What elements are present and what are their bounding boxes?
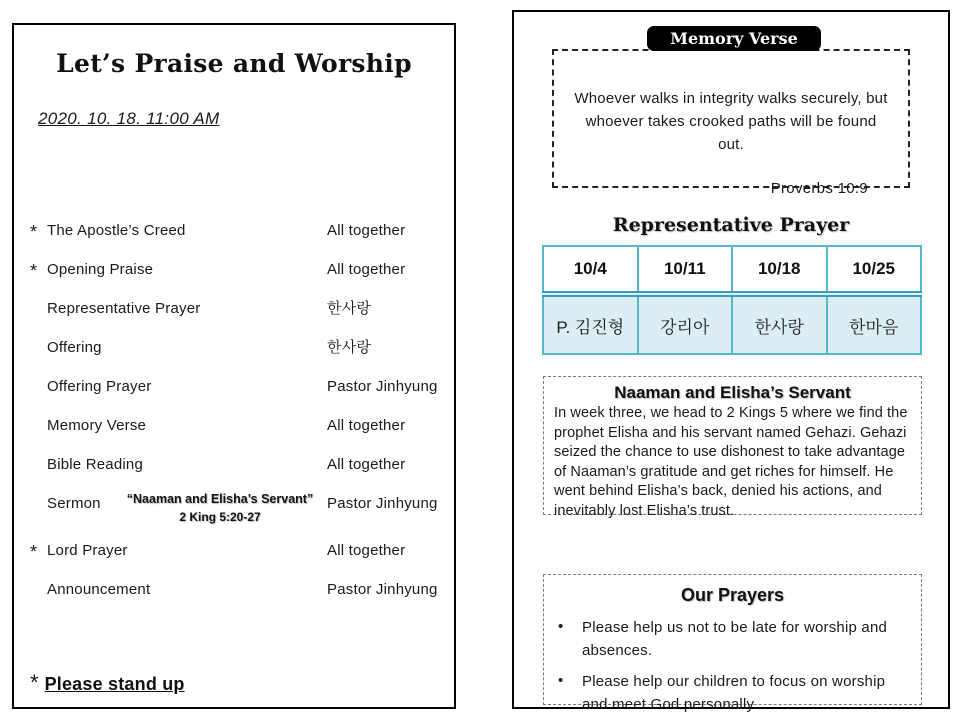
memory-verse-text: Whoever walks in integrity walks securely, but whoever takes crooked paths will be found out. — [574, 90, 888, 153]
representative-prayer-table — [542, 245, 922, 355]
our-prayers-title: Our Prayers — [680, 585, 785, 605]
program-row — [30, 541, 442, 580]
memory-verse-reference: Proverbs 10:9 — [770, 180, 868, 197]
program-row — [30, 580, 442, 619]
program-list — [30, 221, 442, 619]
announcements-page — [512, 10, 950, 713]
sermon-title: “Naaman and Elisha’s Servant” — [126, 492, 314, 506]
program-row — [30, 416, 442, 455]
representative-prayer-title: Representative Prayer — [612, 214, 850, 236]
program-item-by: All together — [327, 456, 406, 473]
name-cell: 강리아 — [638, 294, 733, 354]
stand-up-text: Please stand up — [44, 673, 185, 694]
program-row — [30, 455, 442, 494]
program-item-label: Offering — [47, 339, 102, 356]
program-row — [30, 299, 442, 338]
stand-up-footnote — [30, 671, 185, 697]
date-cell: 10/4 — [543, 246, 638, 294]
table-header-row — [543, 246, 921, 294]
date-cell: 10/18 — [732, 246, 827, 294]
program-row-sermon — [30, 494, 442, 541]
memory-verse-header: Memory Verse — [647, 26, 821, 51]
program-item-by: 한사랑 — [327, 300, 372, 317]
program-item-by: Pastor Jinhyung — [327, 581, 438, 598]
program-row — [30, 260, 442, 299]
date-cell: 10/25 — [827, 246, 922, 294]
sermon-summary-box — [543, 376, 922, 519]
stand-star: * — [30, 542, 38, 562]
program-item-label: The Apostle’s Creed — [47, 222, 186, 239]
program-item-label: Lord Prayer — [47, 542, 128, 559]
sermon-summary-title: Naaman and Elisha’s Servant — [614, 383, 851, 402]
program-item-label: Offering Prayer — [47, 378, 152, 395]
prayer-item: • Please help us not to be late for worship and absences. — [544, 616, 905, 662]
name-cell: 한마음 — [827, 294, 922, 354]
stand-star: * — [30, 222, 38, 242]
program-item-label: Announcement — [47, 581, 151, 598]
program-item-by: All together — [327, 261, 406, 278]
program-item-label: Representative Prayer — [47, 300, 201, 317]
stand-star: * — [30, 261, 38, 281]
memory-verse-box — [552, 49, 910, 197]
sermon-title-note — [122, 490, 318, 526]
our-prayers-box — [543, 574, 922, 713]
program-item-by: 한사랑 — [327, 339, 372, 356]
program-row — [30, 377, 442, 416]
program-item-by: All together — [327, 542, 406, 559]
worship-order-page — [12, 23, 456, 709]
sermon-scripture-ref: 2 King 5:20-27 — [179, 510, 261, 524]
program-item-label: Opening Praise — [47, 261, 154, 278]
program-item-by: All together — [327, 417, 406, 434]
program-item-by: All together — [327, 222, 406, 239]
prayer-item: • Please help our children to focus on worship and meet God personally. — [544, 670, 905, 716]
table-row — [543, 294, 921, 354]
program-row — [30, 338, 442, 377]
sermon-summary-body: In week three, we head to 2 Kings 5 where we find the prophet Elisha and his servant named Gehazi. Gehazi seized the chance to use dishonest to take advantage of Naaman’s gratitude and get riches for himself. He went behind Elisha’s back, denied his actions, and inevitably lost Elisha’s trust. — [554, 405, 908, 519]
service-date: 2020. 10. 18. 11:00 AM — [38, 109, 220, 128]
stand-star: * — [30, 670, 39, 695]
program-item-label: Bible Reading — [47, 456, 143, 473]
page-title: Let’s Praise and Worship — [56, 49, 412, 78]
prayer-list — [544, 616, 905, 716]
program-item-by: Pastor Jinhyung — [327, 378, 438, 395]
name-cell: 한사랑 — [732, 294, 827, 354]
program-row — [30, 221, 442, 260]
program-item-label: Memory Verse — [47, 417, 147, 434]
date-cell: 10/11 — [638, 246, 733, 294]
program-item-by: Pastor Jinhyung — [327, 495, 438, 512]
program-item-label: Sermon — [47, 495, 101, 512]
name-cell: P. 김진형 — [543, 294, 638, 354]
